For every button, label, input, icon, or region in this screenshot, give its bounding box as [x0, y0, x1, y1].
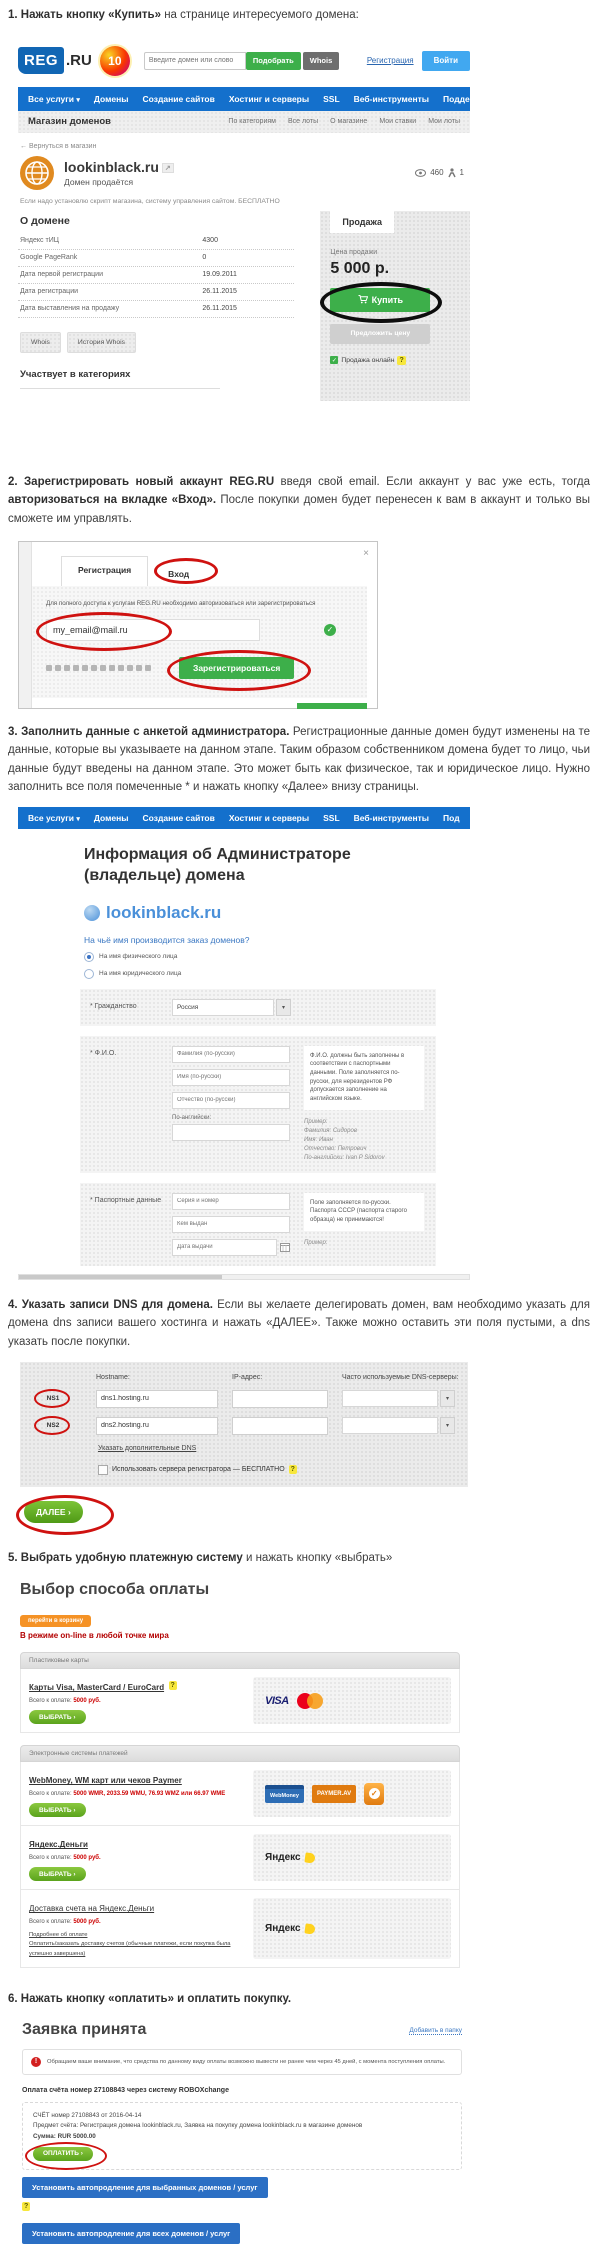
radio-person-row — [84, 952, 470, 962]
main-nav — [18, 807, 470, 829]
ns2-text: NS2 — [46, 1422, 60, 1430]
background-green-button — [297, 703, 367, 709]
question-badge-icon[interactable]: ? — [170, 1682, 175, 1690]
price-value: 5 000 р. — [330, 259, 390, 277]
row-value: 26.11.2015 — [202, 288, 237, 296]
payment-name: Доставка счета на Яндекс.Деньги — [29, 1904, 155, 1914]
check-icon: ✓ — [369, 1788, 380, 1799]
invoice-delivery-link[interactable]: Оплатить/заказать доставку счетов (обычные платежи, если покупка была успешно завершена) — [29, 1941, 231, 1957]
invoice-subject-line: Предмет счёта: Регистрация домена lookinblack.ru, Заявка на покупку домена lookinblack.ru в магазине доменов — [33, 2122, 363, 2130]
go-to-cart-button[interactable]: перейти в корзину — [20, 1615, 91, 1627]
shield-check-icon — [364, 1783, 384, 1805]
passport-label: * Паспортные данные — [90, 1196, 162, 1204]
payment-invoice-link[interactable] — [29, 1904, 154, 1913]
back-to-store-link[interactable]: Вернуться в магазин — [28, 142, 97, 150]
pay-label: ОПЛАТИТЬ — [43, 2150, 79, 2158]
back-arrow-icon: ← — [20, 142, 27, 150]
registration-link[interactable]: Регистрация — [366, 56, 414, 66]
chevron-down-icon[interactable]: ▾ — [440, 1417, 455, 1434]
row-key: Дата регистрации — [20, 288, 79, 296]
yandex-logo: Яндекс — [265, 1852, 301, 1864]
domain-stats — [415, 168, 464, 178]
total-label: Всего к оплате: — [29, 1791, 72, 1798]
payment-details-link[interactable]: Подробнее об оплате — [29, 1932, 88, 1939]
fio-label: * Ф.И.О. — [90, 1049, 117, 1057]
step2-text — [8, 473, 590, 529]
invoice-box — [22, 2102, 462, 2170]
domain-titleblock — [64, 159, 174, 187]
ns1-hostname-field[interactable] — [96, 1390, 218, 1408]
screenshot-payment-methods — [20, 1581, 460, 1968]
whois-search-button[interactable]: Whois — [303, 52, 340, 70]
arrow-right-icon: › — [73, 1870, 76, 1878]
online-sale-row — [330, 356, 460, 365]
chevron-down-icon[interactable]: ▾ — [440, 1390, 455, 1407]
row-key: Яндекс тИЦ — [20, 237, 59, 245]
email-field[interactable] — [46, 619, 260, 641]
webmoney-logo: WebMoney — [265, 1785, 304, 1803]
arrow-right-icon: › — [73, 1806, 76, 1814]
domain-search — [144, 52, 339, 70]
use-registrar-dns-checkbox[interactable] — [98, 1465, 108, 1475]
step4-bold: 4. Указать записи DNS для домена. — [8, 1298, 213, 1311]
nav-domains[interactable]: Домены — [93, 813, 129, 823]
nav-hosting[interactable]: Хостинг и серверы — [228, 93, 310, 104]
step4-text — [8, 1296, 590, 1352]
back-row — [20, 143, 470, 150]
passport-box — [80, 1183, 436, 1266]
arrow-right-icon: › — [80, 2150, 83, 2158]
table-row — [18, 301, 294, 318]
step3-rest: Регистрационные данные домен будут изменены на те данные, которые вы указываете на данном этапе. Таким образом собственником домена будет то лицо, чьи данные будут введены на данном этапе. Это может быть как физическое, так и юридическое лицо. Нужно заполнить все поля помеченные * и нажать кнопку «Далее» внизу страницы. — [8, 725, 590, 794]
social-login-icons[interactable] — [46, 665, 151, 671]
whois-history-button[interactable]: История Whois — [67, 332, 136, 353]
store-subnav — [18, 111, 470, 133]
price-label: Цена продажи — [330, 248, 378, 256]
alert-text: Обращаем ваше внимание, что средства по данному виду оплаты возможно вывести не ранее чем через 45 дней, с момента поступления оплаты. — [47, 2058, 446, 2065]
select-button[interactable] — [29, 1710, 86, 1724]
order-title: Заявка принята — [22, 2020, 147, 2038]
sale-tab[interactable]: Продажа — [330, 210, 394, 233]
checkbox-label: Использовать сервера регистратора — БЕСПЛАТНО — [112, 1466, 285, 1474]
middlename-field[interactable] — [172, 1092, 290, 1109]
nav-label: Все услуги — [28, 93, 74, 104]
english-name-field[interactable] — [172, 1124, 290, 1141]
table-row — [18, 233, 294, 250]
row-value: 26.11.2015 — [202, 305, 237, 313]
row-value: 19.09.2011 — [202, 271, 237, 279]
invoice-number-line: СЧЁТ номер 27108843 от 2016-04-14 — [33, 2111, 142, 2119]
firstname-field[interactable] — [172, 1069, 290, 1086]
row-value: 0 — [202, 254, 207, 262]
nav-domains[interactable]: Домены — [93, 93, 129, 104]
example-line: Имя: Иван — [304, 1136, 333, 1143]
citizenship-label: * Гражданство — [90, 1002, 137, 1010]
site-header — [18, 35, 470, 87]
step2-bold2: авторизоваться на вкладке «Вход». — [8, 494, 217, 507]
screenshot-register-modal — [18, 541, 378, 709]
whois-button[interactable]: Whois — [20, 332, 61, 353]
visa-logo: VISA — [265, 1694, 289, 1707]
auth-note: Для полного доступа к услугам REG.RU необходимо авторизоваться или зарегистрироваться — [46, 599, 316, 607]
sale-panel — [320, 211, 470, 401]
step3-text — [8, 723, 590, 798]
select-label: ВЫБРАТЬ — [39, 1806, 72, 1814]
domain-search-input[interactable] — [144, 52, 246, 70]
nav-web-tools[interactable]: Веб-инструменты — [353, 813, 430, 823]
logo-reg: REG — [18, 47, 64, 74]
example-line: По-английски: Ivan P Sidorov — [304, 1154, 385, 1161]
invoice-sum-line — [33, 2132, 451, 2143]
total-amount: 5000 руб. — [73, 1855, 101, 1862]
subnav-links — [228, 118, 460, 125]
add-to-folder-link[interactable]: Добавить в папку — [409, 2026, 462, 2034]
question-badge-icon[interactable]: ? — [399, 356, 404, 364]
person-icon — [448, 168, 456, 178]
select-label: ВЫБРАТЬ — [39, 1713, 72, 1721]
auth-area — [367, 51, 470, 71]
modal-tabs — [61, 556, 205, 588]
row-key: Google PageRank — [20, 254, 78, 262]
payment-alert — [22, 2049, 462, 2075]
step2-rest1: введя свой email. Если аккаунт у вас уже есть, тогда — [274, 475, 590, 488]
subnav-my-lots[interactable]: Мои лоты — [428, 118, 460, 126]
modal-body — [32, 586, 367, 698]
domain-name: lookinblack.ru — [106, 902, 222, 922]
yandex-logo: Яндекс — [265, 1923, 301, 1935]
nav-ssl[interactable]: SSL — [323, 813, 340, 823]
calendar-icon[interactable] — [280, 1242, 290, 1252]
subnav-about-store[interactable]: О магазине — [330, 118, 368, 126]
fio-help: Ф.И.О. должны быть заполнены в соответствии с паспортными данными. Поле заполняется по-русски, для нерезидентов РФ допускается заполнение на английском языке. — [304, 1046, 424, 1110]
nav-label: Все услуги — [28, 813, 74, 823]
domain-globe-icon — [20, 156, 54, 190]
nav-hosting[interactable]: Хостинг и серверы — [228, 813, 310, 823]
payment-cards-link[interactable] — [29, 1683, 164, 1692]
store-title: Магазин доменов — [28, 116, 112, 128]
example-label: Пример: — [304, 1118, 328, 1125]
ns1-dns-select[interactable] — [342, 1390, 438, 1407]
question-badge-icon[interactable]: ? — [290, 1466, 295, 1474]
citizenship-box — [80, 989, 436, 1026]
passport-example: Пример: — [304, 1239, 328, 1246]
fio-box — [80, 1036, 436, 1173]
add-dns-link[interactable]: Указать дополнительные DNS — [98, 1444, 197, 1452]
dns-panel — [20, 1362, 468, 1487]
next-button[interactable] — [24, 1501, 83, 1523]
find-domain-button[interactable]: Подобрать — [246, 52, 301, 70]
valid-check-icon: ✓ — [324, 624, 336, 636]
ns1-ip-field[interactable] — [232, 1390, 328, 1408]
arrow-right-icon: › — [73, 1713, 76, 1721]
payment-row-cards — [20, 1669, 460, 1733]
row-key: Дата выставления на продажу — [20, 305, 120, 313]
categories-title: Участвует в категориях — [20, 369, 220, 389]
domain-status: Домен продаётся — [64, 176, 134, 187]
yandex-money-icon — [304, 1852, 315, 1863]
total-amount: 5000 руб. — [73, 1919, 101, 1926]
invoice-title: Оплата счёта номер 27108843 через систему ROBOXchange — [22, 2086, 229, 2094]
anniversary-number: 10 — [108, 53, 122, 68]
views-count: 460 — [430, 168, 444, 178]
fio-example — [304, 1118, 424, 1163]
seller-note: Если надо установлю скрипт магазина, систему управления сайтом. БЕСПЛАТНО — [20, 197, 280, 205]
step6-bold: 6. Нажать кнопку «оплатить» и оплатить покупку. — [8, 1993, 292, 2006]
ns2-label — [38, 1419, 68, 1433]
external-link-icon[interactable]: ↗ — [162, 163, 174, 173]
ns1-label — [38, 1392, 68, 1406]
radio-company[interactable] — [84, 969, 94, 979]
table-row — [18, 284, 294, 301]
screenshot-order-accepted — [22, 2021, 462, 2244]
step5-bold: 5. Выбрать удобную платежную систему — [8, 1551, 243, 1564]
passport-series-field[interactable] — [172, 1193, 290, 1210]
cart-icon — [358, 295, 368, 304]
payment-title: Выбор способа оплаты — [20, 1581, 210, 1599]
step5-text — [8, 1549, 590, 1568]
table-row — [18, 267, 294, 284]
ns1-text: NS1 — [46, 1395, 60, 1403]
form-title: Информация об Администраторе (владельце) домена — [84, 846, 351, 884]
close-icon[interactable]: × — [363, 547, 369, 559]
ip-header: IP-адрес: — [232, 1373, 263, 1381]
nav-site-creation[interactable]: Создание сайтов — [142, 93, 215, 104]
step6-text — [8, 1990, 590, 2009]
step3-bold: 3. Заполнить данные с анкетой администратора. — [8, 725, 290, 738]
login-button[interactable]: Войти — [422, 51, 470, 71]
screenshot-admin-form — [18, 807, 470, 1280]
dns-servers-header: Часто используемые DNS-серверы: — [342, 1373, 459, 1381]
whois-buttons — [20, 332, 294, 353]
register-button[interactable]: Зарегистрироваться — [179, 657, 294, 679]
section-emoney: Электронные системы платежей — [20, 1745, 460, 1762]
nav-site-creation[interactable]: Создание сайтов — [142, 813, 215, 823]
payment-row-yandex-invoice — [20, 1890, 460, 1968]
passport-help: Поле заполняется по-русски. Паспорта СССР (паспорта старого образца) не принимаются! — [304, 1193, 424, 1231]
row-value: 4300 — [202, 237, 218, 245]
globe-icon — [84, 905, 100, 921]
ns2-hostname-field[interactable] — [96, 1417, 218, 1435]
step1-bold: 1. Нажать кнопку «Купить» — [8, 9, 162, 21]
nav-ssl[interactable]: SSL — [323, 93, 340, 104]
about-domain-section — [18, 211, 294, 401]
buy-label: Купить — [371, 294, 404, 305]
scrollbar-thumb[interactable] — [19, 1275, 222, 1279]
subnav-by-category[interactable]: По категориям — [228, 118, 276, 126]
domain-name: lookinblack.ru — [64, 158, 159, 175]
tab-login[interactable]: Вход — [168, 568, 190, 579]
online-note: В режиме on-line в любой точке мира — [20, 1631, 169, 1641]
chevron-down-icon: ▾ — [76, 816, 80, 823]
mastercard-logo — [297, 1693, 323, 1709]
ns2-dns-select[interactable] — [342, 1417, 438, 1434]
horizontal-scrollbar[interactable] — [18, 1274, 470, 1280]
payment-name: Карты Visa, MasterCard / EuroCard — [29, 1683, 165, 1693]
example-line: Отчество: Петрович — [304, 1145, 367, 1152]
pay-button[interactable] — [33, 2147, 93, 2161]
subnav-my-bids[interactable]: Мои ставки — [379, 118, 417, 126]
screenshot-dns-form — [20, 1362, 590, 1523]
background-page-strip — [19, 542, 32, 708]
payment-row-webmoney — [20, 1762, 460, 1826]
about-title: О домене — [20, 214, 70, 227]
select-button[interactable] — [29, 1867, 86, 1881]
step1-text — [8, 6, 590, 25]
alert-icon: ! — [31, 2057, 41, 2067]
ns2-ip-field[interactable] — [232, 1417, 328, 1435]
step1-rest: на странице интересуемого домена: — [161, 9, 359, 21]
table-row — [18, 250, 294, 267]
autorenew-selected-button[interactable] — [22, 2177, 268, 2198]
select-button[interactable] — [29, 1803, 86, 1817]
example-line: Фамилия: Сидоров — [304, 1127, 357, 1134]
sum-value: RUR 5000.00 — [57, 2133, 96, 2141]
nav-support[interactable]: Поддержка — [443, 93, 490, 104]
step5-rest: и нажать кнопку «выбрать» — [242, 1551, 393, 1564]
lastname-field[interactable] — [172, 1046, 290, 1063]
anniversary-badge-icon — [100, 46, 130, 76]
select-label: ВЫБРАТЬ — [39, 1870, 72, 1878]
step4-rest: Если вы желаете делегировать домен, вам необходимо указать для домена dns записи вашего хостинга и нажать «ДАЛЕЕ». Также можно оставить эти поля пустыми, а dns указать после покупки. — [8, 1298, 590, 1348]
screenshot-domain-page — [18, 35, 490, 401]
nav-all-services[interactable] — [28, 94, 80, 104]
chevron-down-icon[interactable]: ▾ — [276, 999, 291, 1016]
logo-ru: .RU — [66, 52, 92, 70]
payment-name: Яндекс.Деньги — [29, 1840, 88, 1850]
payment-name: WebMoney, WM карт или чеков Paymer — [29, 1776, 182, 1786]
radio-company-label: На имя юридического лица — [99, 970, 182, 978]
regru-logo[interactable] — [18, 47, 92, 74]
question-badge-icon[interactable]: ? — [24, 2203, 29, 2211]
total-label: Всего к оплате: — [29, 1919, 72, 1926]
payment-yandex-link[interactable] — [29, 1840, 88, 1849]
order-question: На чьё имя производится заказ доменов? — [84, 934, 250, 945]
next-label: ДАЛЕЕ — [36, 1506, 66, 1517]
passport-issued-field[interactable] — [172, 1216, 290, 1233]
subnav-all-lots[interactable]: Все лоты — [287, 118, 319, 126]
row-key: Дата первой регистрации — [20, 271, 103, 279]
total-amount: 5000 WMR, 2033.59 WMU, 76.93 WMZ или 66.97 WME — [73, 1791, 226, 1798]
hostname-header: Hostname: — [96, 1373, 130, 1381]
arrow-right-icon: › — [67, 1506, 71, 1517]
payment-row-yandex — [20, 1826, 460, 1890]
nav-support-cut[interactable]: Под — [443, 813, 460, 823]
total-label: Всего к оплате: — [29, 1698, 72, 1705]
bids-count: 1 — [459, 168, 464, 178]
autorenew-all-label: Установить автопродление для всех доменов / услуг — [32, 2228, 231, 2238]
paymer-logo: PAYMER.AV — [312, 1785, 356, 1803]
sum-label: Сумма: — [33, 2133, 56, 2141]
offer-price-button[interactable]: Предложить цену — [330, 324, 430, 344]
buy-button[interactable] — [330, 288, 430, 312]
check-icon: ✓ — [331, 357, 337, 364]
domain-header-row — [20, 156, 470, 190]
english-label: По-английски: — [172, 1114, 212, 1121]
nav-web-tools[interactable]: Веб-инструменты — [353, 93, 430, 104]
eye-icon — [415, 169, 426, 177]
tab-registration[interactable]: Регистрация — [61, 556, 148, 588]
chevron-down-icon: ▾ — [76, 96, 80, 104]
step2-bold1: 2. Зарегистрировать новый аккаунт REG.RU — [8, 475, 275, 488]
section-cards: Пластиковые карты — [20, 1652, 460, 1669]
radio-person-label: На имя физического лица — [99, 953, 178, 961]
radio-company-row — [84, 969, 470, 979]
online-sale-label: Продажа онлайн — [341, 356, 395, 364]
main-nav — [18, 87, 490, 111]
total-label: Всего к оплате: — [29, 1855, 72, 1862]
autorenew-selected-label: Установить автопродление для выбранных доменов / услуг — [32, 2182, 258, 2192]
yandex-money-icon — [304, 1923, 315, 1934]
radio-person[interactable] — [84, 952, 94, 962]
passport-date-field[interactable] — [172, 1239, 277, 1256]
step2-rest2: После покупки домен будет перенесен к вам в аккаунт и только вы сможете им управлять. — [8, 494, 590, 525]
total-amount: 5000 руб. — [73, 1698, 101, 1705]
autorenew-all-button[interactable] — [22, 2223, 240, 2244]
citizenship-select[interactable]: Россия — [172, 999, 274, 1016]
nav-all-services[interactable] — [28, 813, 80, 823]
payment-webmoney-link[interactable] — [29, 1776, 182, 1785]
